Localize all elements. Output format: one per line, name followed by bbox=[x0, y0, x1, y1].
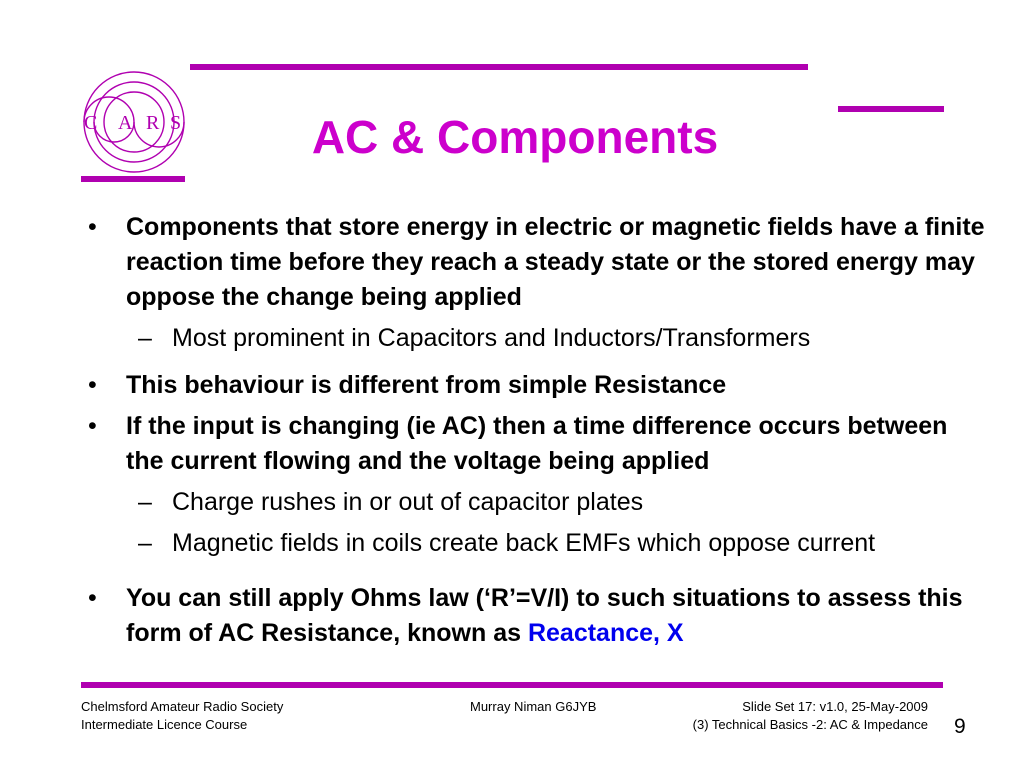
footer-slide-set: Slide Set 17: v1.0, 25-May-2009 bbox=[742, 699, 928, 714]
sub-bullet-3-2 bbox=[88, 526, 988, 561]
footer-course: Intermediate Licence Course bbox=[81, 717, 248, 732]
sub-bullet-marker: – bbox=[138, 529, 152, 557]
top-right-rule bbox=[838, 106, 944, 112]
footer-author: Murray Niman G6JYB bbox=[470, 699, 597, 714]
bullet-text: This behaviour is different from simple Resistance bbox=[126, 371, 727, 399]
bullet-2 bbox=[88, 368, 988, 403]
footer-society: Chelmsford Amateur Radio Society bbox=[81, 699, 284, 714]
sub-bullet-text: Charge rushes in or out of capacitor plates bbox=[172, 488, 644, 516]
bullet-3 bbox=[88, 409, 988, 479]
footer-rule bbox=[81, 682, 943, 688]
sub-bullet-1-1 bbox=[88, 321, 988, 356]
slide-title: AC & Components bbox=[311, 111, 719, 163]
sub-bullet-3-1 bbox=[88, 485, 988, 520]
bullet-marker: • bbox=[88, 584, 97, 612]
slide-content bbox=[88, 210, 988, 651]
sub-bullet-text: Most prominent in Capacitors and Inductors/Transformers bbox=[172, 324, 811, 352]
bullet-text: Components that store energy in electric or magnetic fields have a finite reaction time before they reach a steady state or the stored energy may oppose the change being applied bbox=[126, 213, 985, 311]
sub-bullet-marker: – bbox=[138, 488, 152, 516]
bullet-marker: • bbox=[88, 213, 97, 241]
reactance-highlight: Reactance, X bbox=[527, 619, 684, 647]
page-number: 9 bbox=[954, 715, 966, 738]
bullet-1 bbox=[88, 210, 988, 315]
logo-letter-s: S bbox=[170, 112, 182, 134]
bullet-4 bbox=[88, 581, 988, 651]
footer-right bbox=[640, 698, 928, 734]
sub-bullet-text: Magnetic fields in coils create back EMFs which oppose current bbox=[172, 529, 876, 557]
logo-letter-c: C bbox=[84, 112, 98, 134]
sub-bullet-marker: – bbox=[138, 324, 152, 352]
logo-letter-r: R bbox=[146, 112, 160, 134]
bullet-text: You can still apply Ohms law (‘R’=V/I) to such situations to assess this form of AC Resistance, known as bbox=[126, 584, 963, 647]
bullet-text: If the input is changing (ie AC) then a time difference occurs between the current flowing and the voltage being applied bbox=[126, 412, 948, 475]
cars-logo bbox=[76, 66, 192, 178]
top-rule bbox=[190, 64, 808, 70]
footer-left bbox=[81, 698, 283, 734]
bullet-marker: • bbox=[88, 371, 97, 399]
bullet-marker: • bbox=[88, 412, 97, 440]
logo-letter-a: A bbox=[118, 112, 133, 134]
footer-section: (3) Technical Basics -2: AC & Impedance bbox=[692, 717, 928, 732]
